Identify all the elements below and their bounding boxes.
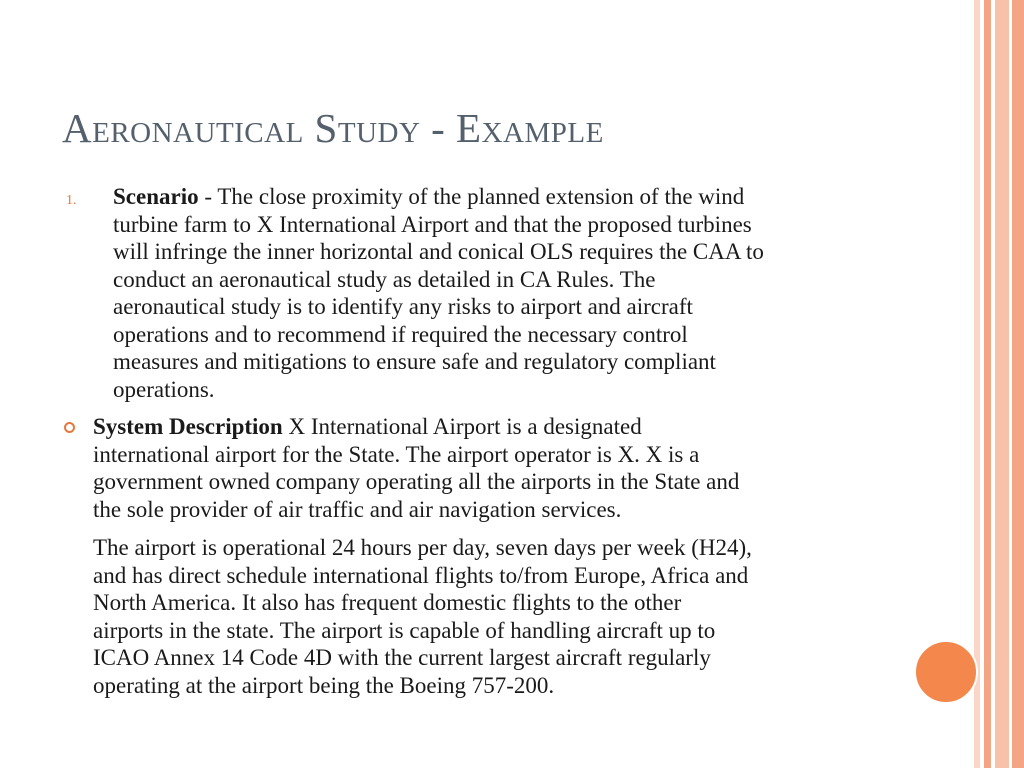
system-description-paragraph <box>93 413 739 523</box>
stripe-4 <box>1012 0 1024 768</box>
text-line: the sole provider of air traffic and air navigation services. <box>93 496 622 522</box>
text-span: X International Airport is a designated <box>282 414 642 439</box>
text-line: will infringe the inner horizontal and conical OLS requires the CAA to <box>113 239 764 264</box>
text-line: operations. <box>113 376 215 402</box>
system-description-label: System Description <box>93 414 283 439</box>
text-span: - The close proximity of the planned extension of the wind <box>198 184 745 209</box>
text-line: operations and to recommend if required the necessary control <box>113 321 688 347</box>
bullet-circle-icon <box>64 422 75 433</box>
text-line: The airport is operational 24 hours per day, seven days per week (H24), <box>93 535 752 560</box>
text-line <box>93 413 739 441</box>
text-line: ICAO Annex 14 Code 4D with the current largest aircraft regularly <box>93 645 711 670</box>
text-line: operating at the airport being the Boeing 757-200. <box>93 672 555 698</box>
text-line: and has direct schedule international flights to/from Europe, Africa and <box>93 562 749 588</box>
text-line: measures and mitigations to ensure safe and regulatory compliant <box>113 349 716 374</box>
text-line: government owned company operating all the airports in the State and <box>93 469 740 494</box>
airport-operations-paragraph <box>93 534 752 699</box>
text-line: North America. It also has frequent domestic flights to the other <box>93 590 682 615</box>
scenario-paragraph <box>113 183 764 403</box>
text-line: conduct an aeronautical study as detailed in CA Rules. The <box>113 266 656 292</box>
stripe-3 <box>995 0 1009 768</box>
decorative-stripes <box>974 0 1024 768</box>
text-line: aeronautical study is to identify any risks to airport and aircraft <box>113 294 693 319</box>
text-line: airports in the state. The airport is capable of handling aircraft up to <box>93 617 716 643</box>
numbered-marker: 1. <box>66 193 77 208</box>
text-line <box>113 183 764 211</box>
text-line: international airport for the State. The airport operator is X. X is a <box>93 441 700 467</box>
decorative-orange-circle <box>914 640 978 704</box>
stripe-2 <box>984 0 991 768</box>
scenario-label: Scenario <box>113 184 199 209</box>
stripe-1 <box>974 0 980 768</box>
slide-title: Aeronautical Study - Example <box>62 105 604 151</box>
text-line: turbine farm to X International Airport and that the proposed turbines <box>113 211 752 237</box>
